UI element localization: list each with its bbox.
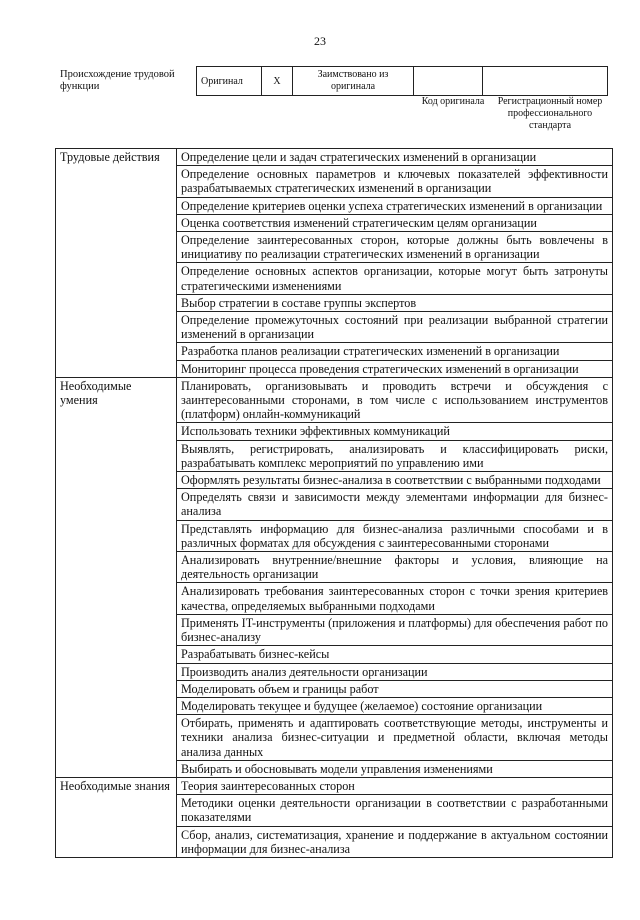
registration-number-cell [483,67,608,96]
section-item: Мониторинг процесса проведения стратегических изменений в организации [177,360,613,377]
borrowed-cell: Заимствовано из оригинала [293,67,414,96]
section-item: Разработка планов реализации стратегических изменений в организации [177,343,613,360]
code-caption: Код оригинала [421,96,485,107]
section-category: Необходимые умения [56,377,177,777]
section-item: Теория заинтересованных сторон [177,777,613,794]
section-item: Определение заинтересованных сторон, которые должны быть вовлечены в инициативу по реализации стратегических изменений в организации [177,232,613,263]
section-item: Моделировать объем и границы работ [177,680,613,697]
section-item: Отбирать, применять и адаптировать соответствующие методы, инструменты и техники анализа бизнес-ситуации и предметной области, включая методы анализа данных [177,715,613,761]
section-item: Выбор стратегии в составе группы экспертов [177,294,613,311]
section-item: Оформлять результаты бизнес-анализа в соответствии с выбранными подходами [177,472,613,489]
section-item: Определение основных аспектов организации, которые могут быть затронуты стратегическими изменениями [177,263,613,294]
section-item: Выявлять, регистрировать, анализировать и классифицировать риски, разрабатывать комплекс мероприятий по управлению ими [177,440,613,471]
section-item: Использовать техники эффективных коммуникаций [177,423,613,440]
table-row [56,149,613,166]
registration-caption: Регистрационный номер профессионального стандарта [497,96,603,131]
origin-label: Происхождение трудовой функции [60,69,175,92]
page-number: 23 [314,34,326,48]
origin-table [196,66,608,96]
section-item: Разрабатывать бизнес-кейсы [177,646,613,663]
section-item: Определение критериев оценки успеха стратегических изменений в организации [177,197,613,214]
section-item: Моделировать текущее и будущее (желаемое) состояние организации [177,697,613,714]
section-item: Применять IT-инструменты (приложения и платформы) для обеспечения работ по бизнес-анализу [177,614,613,645]
section-item: Определение основных параметров и ключевых показателей эффективности разрабатываемых стратегических изменений в организации [177,166,613,197]
section-item: Анализировать внутренние/внешние факторы и условия, влияющие на деятельность организации [177,552,613,583]
section-item: Представлять информацию для бизнес-анализа различными способами и в различных форматах для обсуждения с заинтересованными сторонами [177,520,613,551]
original-code-cell [414,67,483,96]
section-item: Определение промежуточных состояний при реализации выбранной стратегии изменений в организации [177,312,613,343]
function-table [55,148,613,858]
table-row [56,777,613,794]
section-item: Определение цели и задач стратегических изменений в организации [177,149,613,166]
original-cell: Оригинал [197,67,262,96]
section-item: Сбор, анализ, систематизация, хранение и поддержание в актуальном состоянии информации для бизнес-анализа [177,826,613,857]
section-item: Оценка соответствия изменений стратегическим целям организации [177,214,613,231]
section-category: Трудовые действия [56,149,177,378]
section-item: Производить анализ деятельности организации [177,663,613,680]
section-item: Методики оценки деятельности организации в соответствии с разработанными показателями [177,795,613,826]
section-item: Планировать, организовывать и проводить встречи и обсуждения с заинтересованными сторонами, в том числе с использованием инструментов (платформ) онлайн-коммуникаций [177,377,613,423]
original-mark: X [262,67,293,96]
table-row [56,377,613,423]
section-item: Определять связи и зависимости между элементами информации для бизнес-анализа [177,489,613,520]
section-item: Анализировать требования заинтересованных сторон с точки зрения критериев качества, определяемых выбранными подходами [177,583,613,614]
section-category: Необходимые знания [56,777,177,857]
section-item: Выбирать и обосновывать модели управления изменениями [177,760,613,777]
